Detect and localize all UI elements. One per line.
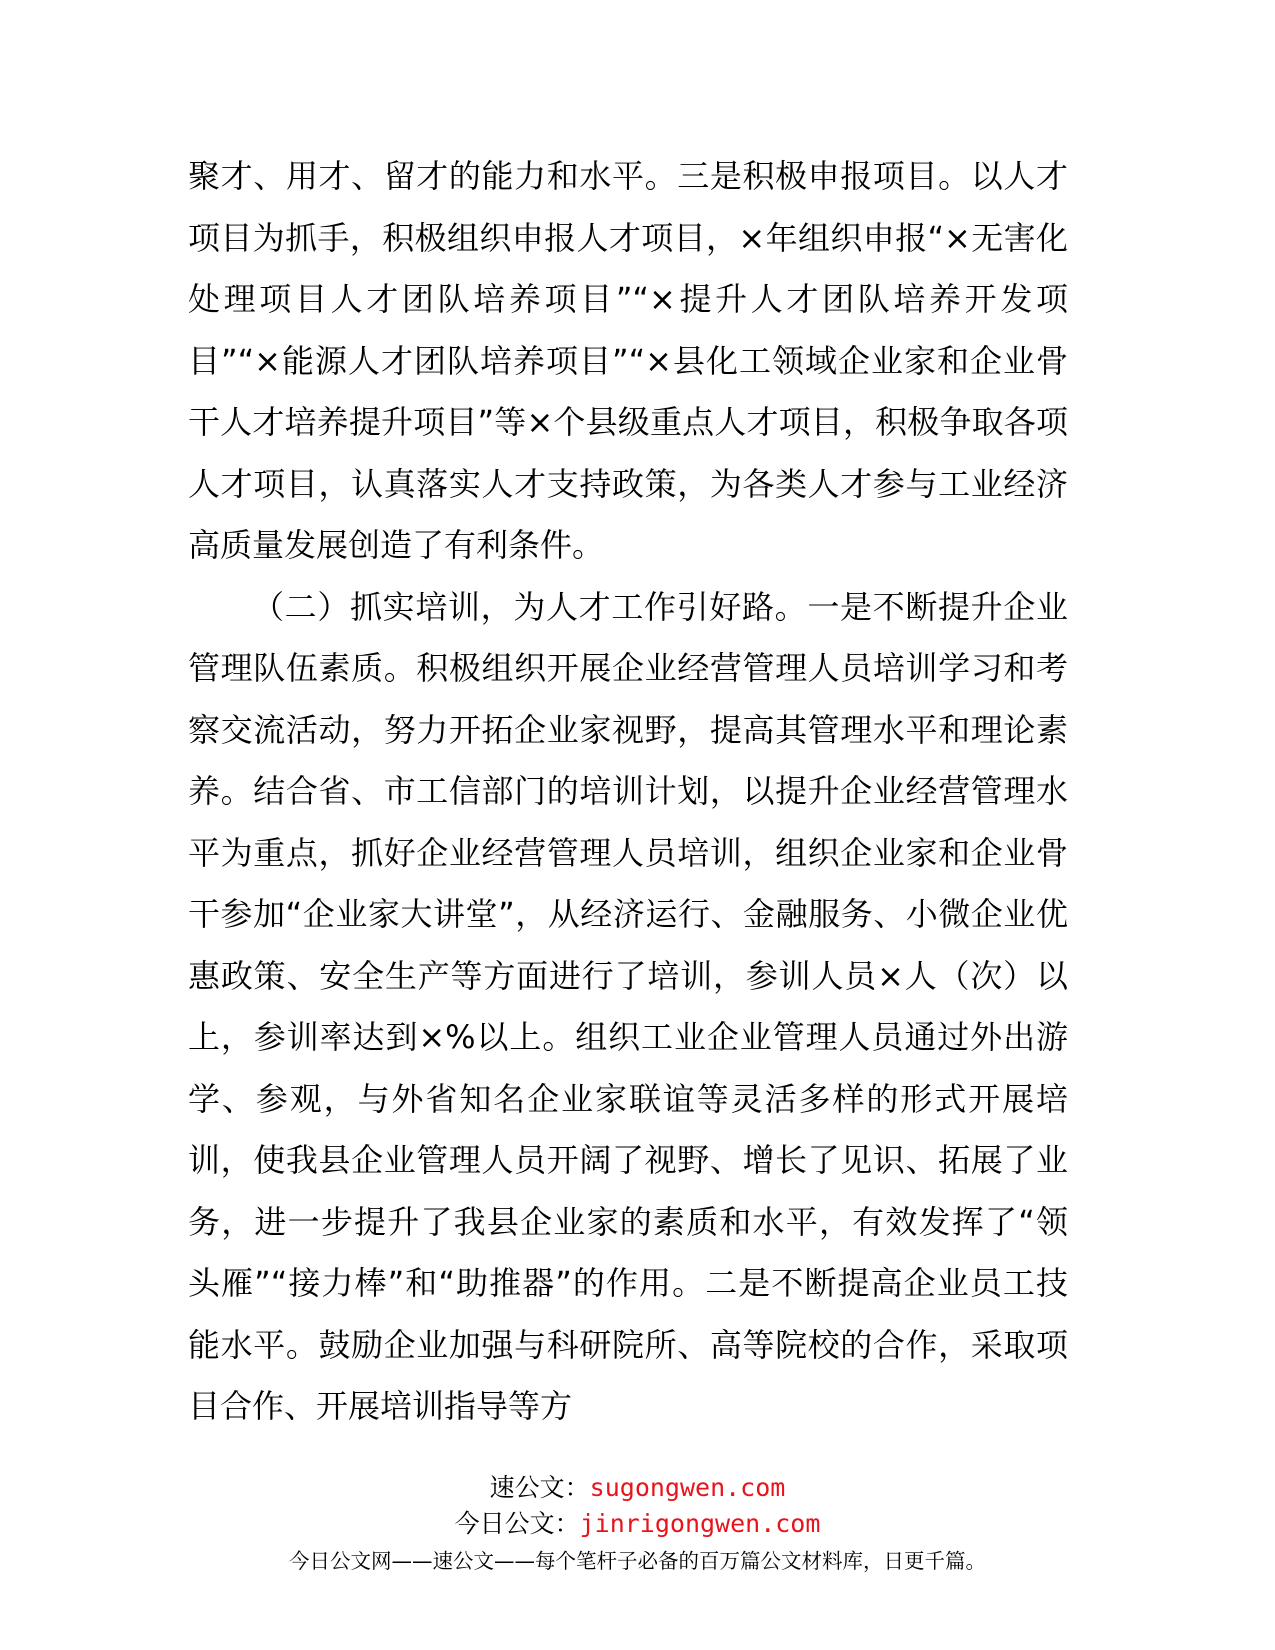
sugongwen-link[interactable]: sugongwen.com [589, 1473, 786, 1502]
jinrigongwen-link[interactable]: jinrigongwen.com [579, 1509, 821, 1538]
document-body [188, 146, 1068, 1438]
footer-jinrigongwen-line [0, 1506, 1275, 1542]
paragraph-2: （二）抓实培训，为人才工作引好路。一是不断提升企业管理队伍素质。积极组织开展企业经营管理人员培训学习和考察交流活动，努力开拓企业家视野，提高其管理水平和理论素养。结合省、市工信部门的培训计划，以提升企业经营管理水平为重点，抓好企业经营管理人员培训，组织企业家和企业骨干参加“企业家大讲堂”，从经济运行、金融服务、小微企业优惠政策、安全生产等方面进行了培训，参训人员×人（次）以上，参训率达到×%以上。组织工业企业管理人员通过外出游学、参观，与外省知名企业家联谊等灵活多样的形式开展培训，使我县企业管理人员开阔了视野、增长了见识、拓展了业务，进一步提升了我县企业家的素质和水平，有效发挥了“领头雁”“接力棒”和“助推器”的作用。二是不断提高企业员工技能水平。鼓励企业加强与科研院所、高等院校的合作，采取项目合作、开展培训指导等方 [188, 587, 1068, 1425]
footer-jinrigongwen-label: 今日公文： [454, 1509, 580, 1538]
footer-sugongwen-line [0, 1470, 1275, 1506]
paragraph-1: 聚才、用才、留才的能力和水平。三是积极申报项目。以人才项目为抓手，积极组织申报人才项目，×年组织申报“×无害化处理项目人才团队培养项目”“×提升人才团队培养开发项目”“×能源人才团队培养项目”“×县化工领域企业家和企业骨干人才培养提升项目”等×个县级重点人才项目，积极争取各项人才项目，认真落实人才支持政策，为各类人才参与工业经济高质量发展创造了有利条件。 [188, 157, 1068, 564]
footer [0, 1470, 1275, 1578]
footer-slogan: 今日公文网——速公文——每个笔杆子必备的百万篇公文材料库，日更千篇。 [289, 1549, 986, 1573]
footer-sugongwen-label: 速公文： [489, 1473, 590, 1502]
